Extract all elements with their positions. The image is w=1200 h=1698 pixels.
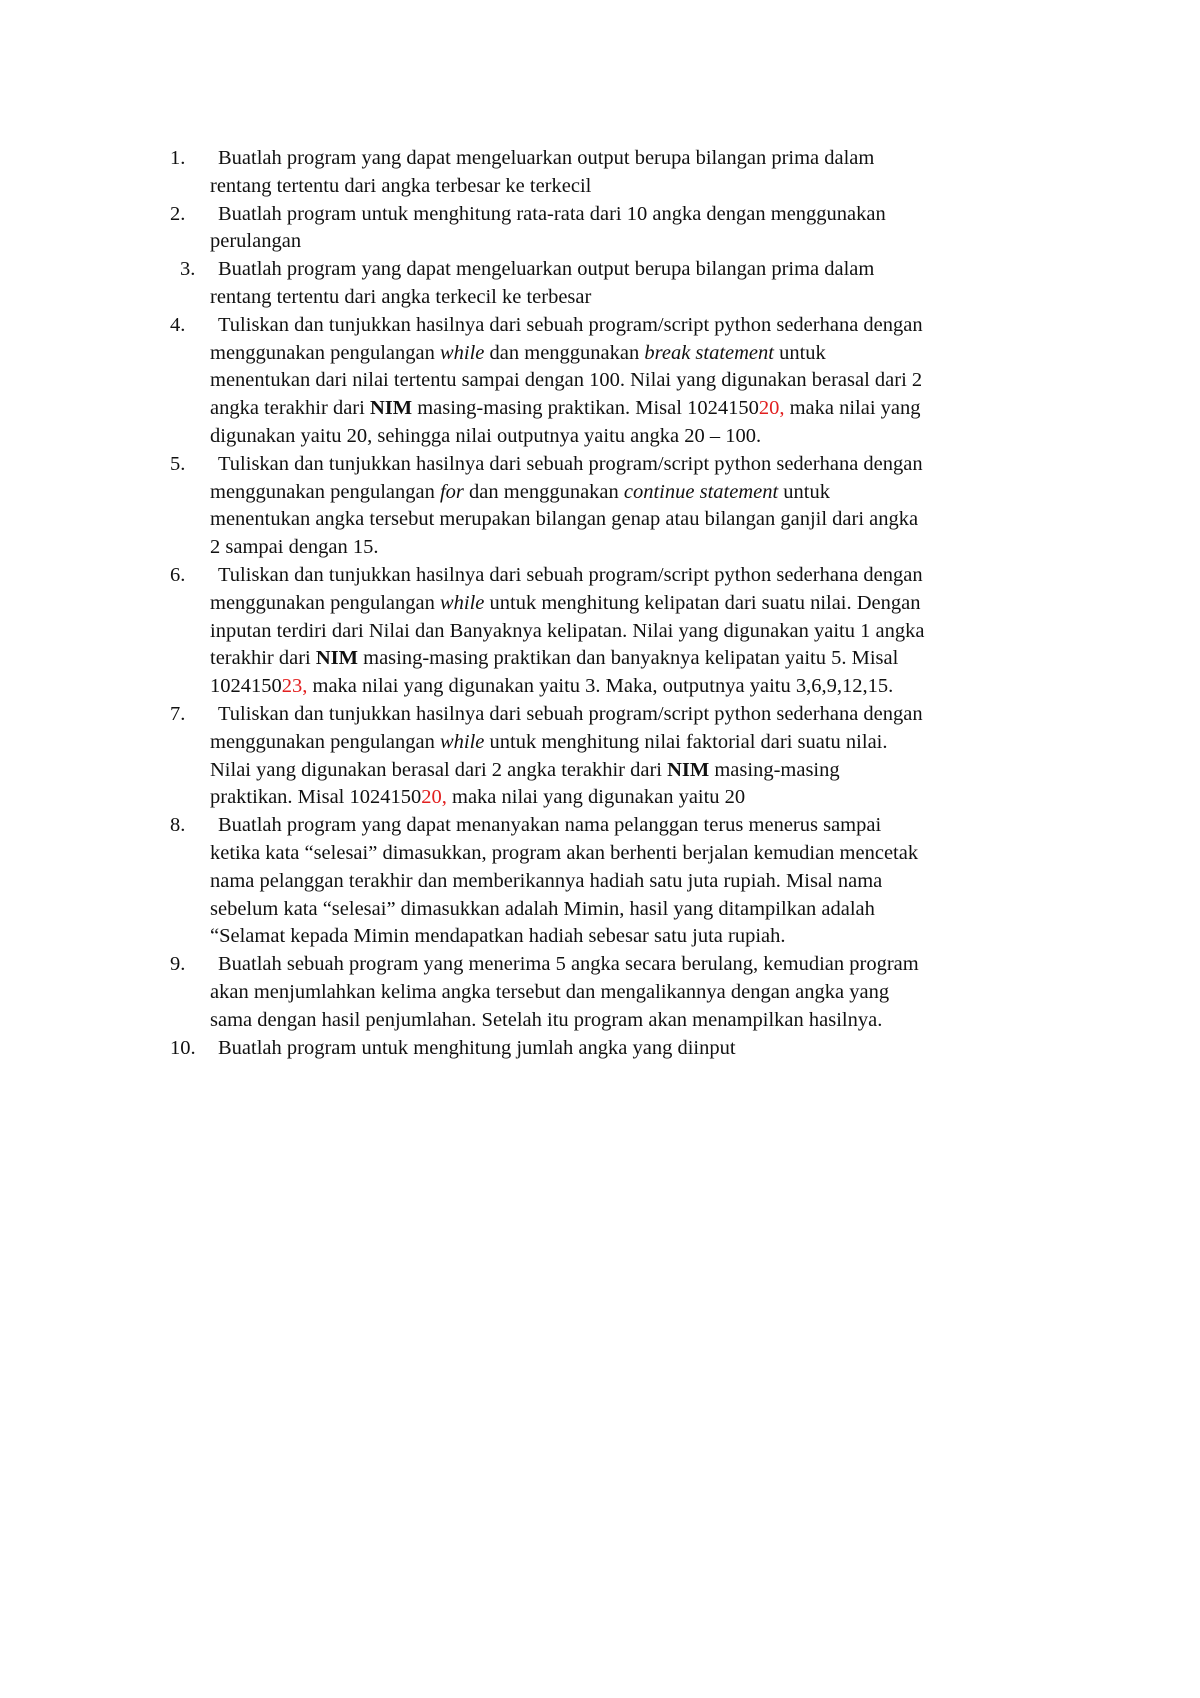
bold-text: NIM: [369, 397, 413, 420]
task-item: [0, 1035, 1060, 1063]
task-item: [0, 812, 1060, 951]
task-number: 9.: [170, 953, 186, 976]
task-text: praktikan. Misal 1024150: [210, 786, 422, 809]
italic-text: for: [439, 480, 464, 503]
task-text-line: [210, 284, 1060, 312]
task-text: Buatlah program yang dapat menanyakan nama pelanggan terus menerus sampai: [218, 814, 882, 837]
task-number: 4.: [170, 313, 186, 336]
task-text-line: [210, 729, 1060, 757]
task-text-line: [210, 590, 1060, 618]
task-text: Tuliskan dan tunjukkan hasilnya dari sebuah program/script python sederhana dengan: [218, 452, 923, 475]
task-item: [0, 701, 1060, 812]
task-text: menentukan angka tersebut merupakan bilangan genap atau bilangan ganjil dari angka: [210, 508, 919, 531]
task-text: Buatlah program yang dapat mengeluarkan output berupa bilangan prima dalam: [218, 258, 875, 281]
task-text: Tuliskan dan tunjukkan hasilnya dari sebuah program/script python sederhana dengan: [218, 563, 923, 586]
task-text: “Selamat kepada Mimin mendapatkan hadiah sebesar satu juta rupiah.: [210, 925, 786, 948]
task-text: perulangan: [210, 230, 302, 253]
task-text-line: [218, 812, 1060, 840]
task-text-line: [218, 701, 1060, 729]
task-text: maka nilai yang digunakan yaitu 20: [446, 786, 746, 809]
task-text: ketika kata “selesai” dimasukkan, program akan berhenti berjalan kemudian mencetak: [210, 841, 919, 864]
task-number: 10.: [170, 1036, 196, 1059]
task-list: [0, 145, 1200, 1062]
task-text-line: [210, 896, 1060, 924]
task-text-line: [218, 256, 1060, 284]
task-text-line: [210, 840, 1060, 868]
task-number: 7.: [170, 702, 186, 725]
task-item: [0, 312, 1060, 451]
task-text: 2 sampai dengan 15.: [210, 536, 379, 559]
task-text: untuk menghitung kelipatan dari suatu nilai. Dengan: [484, 591, 921, 614]
task-item: [0, 256, 1060, 312]
italic-text: while: [439, 730, 485, 753]
task-text: sama dengan hasil penjumlahan. Setelah itu program akan menampilkan hasilnya.: [210, 1008, 883, 1031]
task-text: angka terakhir dari: [210, 397, 370, 420]
task-text: digunakan yaitu 20, sehingga nilai outputnya yaitu angka 20 – 100.: [210, 424, 762, 447]
task-text: dan menggunakan: [463, 480, 624, 503]
task-text-line: [218, 312, 1060, 340]
task-text: menggunakan pengulangan: [210, 591, 440, 614]
task-text: maka nilai yang digunakan yaitu 3. Maka, outputnya yaitu 3,6,9,12,15.: [307, 675, 894, 698]
task-text-line: [210, 228, 1060, 256]
task-text-line: [210, 1007, 1060, 1035]
task-number: 2.: [170, 202, 186, 225]
task-text: maka nilai yang: [784, 397, 921, 420]
task-text: untuk menghitung nilai faktorial dari suatu nilai.: [484, 730, 888, 753]
task-text: dan menggunakan: [484, 341, 645, 364]
task-text-line: [210, 340, 1060, 368]
task-text-line: [218, 562, 1060, 590]
task-text: terakhir dari: [210, 647, 316, 670]
task-text-line: [210, 618, 1060, 646]
task-text-line: [210, 423, 1060, 451]
task-text-line: [210, 506, 1060, 534]
task-text: akan menjumlahkan kelima angka tersebut dan mengalikannya dengan angka yang: [210, 980, 890, 1003]
task-text: masing-masing praktikan. Misal 1024150: [412, 397, 759, 420]
task-text: Tuliskan dan tunjukkan hasilnya dari sebuah program/script python sederhana dengan: [218, 702, 923, 725]
task-number: 6.: [170, 563, 186, 586]
task-text-line: [210, 367, 1060, 395]
italic-text: continue statement: [623, 480, 779, 503]
task-text-line: [210, 534, 1060, 562]
task-text-line: [218, 201, 1060, 229]
task-text: menggunakan pengulangan: [210, 730, 440, 753]
italic-text: while: [439, 341, 485, 364]
task-text: Buatlah sebuah program yang menerima 5 angka secara berulang, kemudian program: [218, 953, 919, 976]
task-text: menentukan dari nilai tertentu sampai dengan 100. Nilai yang digunakan berasal dari 2: [210, 369, 923, 392]
task-text: Buatlah program untuk menghitung jumlah angka yang diinput: [218, 1036, 736, 1059]
highlighted-text: 20,: [758, 397, 785, 420]
task-text: sebelum kata “selesai” dimasukkan adalah Mimin, hasil yang ditampilkan adalah: [210, 897, 875, 920]
task-number: 8.: [170, 814, 186, 837]
bold-text: NIM: [667, 758, 710, 781]
task-text-line: [210, 784, 1060, 812]
task-text: inputan terdiri dari Nilai dan Banyaknya kelipatan. Nilai yang digunakan yaitu 1 angka: [210, 619, 925, 642]
task-text: nama pelanggan terakhir dan memberikannya hadiah satu juta rupiah. Misal nama: [210, 869, 883, 892]
task-text: Nilai yang digunakan berasal dari 2 angka terakhir dari: [210, 758, 668, 781]
task-text: Tuliskan dan tunjukkan hasilnya dari sebuah program/script python sederhana dengan: [218, 313, 923, 336]
task-item: [0, 145, 1060, 201]
task-text: Buatlah program untuk menghitung rata-rata dari 10 angka dengan menggunakan: [218, 202, 886, 225]
task-text: untuk: [773, 341, 826, 364]
task-text-line: [218, 1035, 1060, 1063]
task-item: [0, 562, 1060, 701]
task-text: 1024150: [210, 675, 282, 698]
task-text-line: [218, 451, 1060, 479]
task-text-line: [210, 395, 1060, 423]
highlighted-text: 20,: [421, 786, 447, 809]
task-text-line: [210, 757, 1060, 785]
task-text-line: [210, 923, 1060, 951]
task-text: rentang tertentu dari angka terbesar ke terkecil: [210, 174, 592, 197]
task-text-line: [210, 979, 1060, 1007]
task-text: untuk: [778, 480, 830, 503]
task-text-line: [218, 951, 1060, 979]
task-text-line: [210, 673, 1060, 701]
task-item: [0, 951, 1060, 1034]
task-text-line: [210, 479, 1060, 507]
task-text-line: [218, 145, 1060, 173]
task-text: masing-masing praktikan dan banyaknya kelipatan yaitu 5. Misal: [358, 647, 899, 670]
task-item: [0, 451, 1060, 562]
task-text: rentang tertentu dari angka terkecil ke terbesar: [210, 285, 592, 308]
task-text-line: [210, 645, 1060, 673]
task-text: masing-masing: [709, 758, 840, 781]
task-text-line: [210, 173, 1060, 201]
italic-text: break statement: [644, 341, 774, 364]
task-text: Buatlah program yang dapat mengeluarkan output berupa bilangan prima dalam: [218, 147, 875, 169]
task-number: 3.: [180, 258, 196, 281]
task-text: menggunakan pengulangan: [210, 341, 440, 364]
task-text: menggunakan pengulangan: [210, 480, 440, 503]
bold-text: NIM: [315, 647, 359, 670]
task-item: [0, 201, 1060, 257]
task-number: 1.: [170, 147, 186, 169]
italic-text: while: [439, 591, 485, 614]
highlighted-text: 23,: [281, 675, 308, 698]
task-text-line: [210, 868, 1060, 896]
task-number: 5.: [170, 452, 186, 475]
